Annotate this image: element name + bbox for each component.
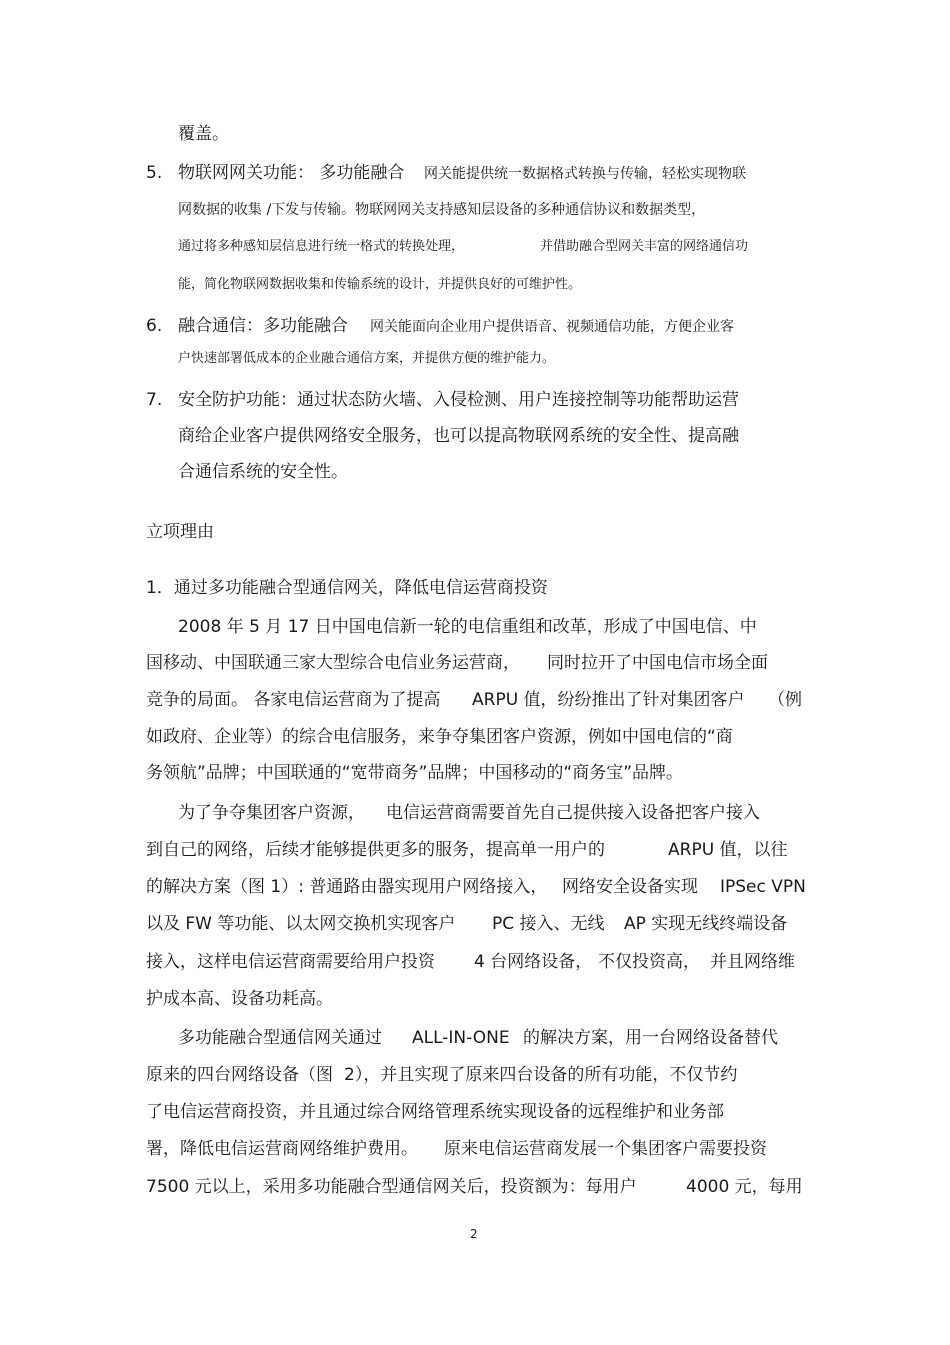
text-line: PC 接入、无线 [492,914,605,934]
text-line: ARPU 值，以往 [668,840,788,860]
text-line: 安全防护功能：通过状态防火墙、入侵检测、用户连接控制等功能帮助运营 [178,390,739,410]
section-title: 立项理由 [146,522,214,542]
list-item-heading: 物联网网关功能： 多功能融合 [178,163,405,183]
text-line: 网关能面向企业用户提供语音、视频通信功能，方便企业客 [370,319,734,335]
text-line: 2008 年 5 月 17 日中国电信新一轮的电信重组和改革，形成了中国电信、中 [178,617,757,637]
text-line: 以及 FW 等功能、以太网交换机实现客户 [146,914,456,934]
text-line: 务领航”品牌；中国联通的“宽带商务”品牌；中国移动的“商务宝”品牌。 [146,763,684,783]
text-line: 为了争夺集团客户资源， [178,803,365,823]
text-line: 到自己的网络，后续才能够提供更多的服务，提高单一用户的 [146,840,605,860]
text-line: 电信运营商需要首先自己提供接入设备把客户接入 [386,803,760,823]
text-line: 原来的四台网络设备（图 [146,1065,333,1085]
text-line: 合通信系统的安全性。 [178,462,348,482]
text-line: 商给企业客户提供网络安全服务，也可以提高物联网系统的安全性、提高融 [178,426,739,446]
text-line: 4000 元，每用 [686,1177,803,1197]
text-line: 通过将多种感知层信息进行统一格式的转换处理， [178,239,465,254]
text-line: 并借助融合型网关丰富的网络通信功 [540,239,749,254]
text-line: 不仅投资高， [598,952,700,972]
text-line: 的解决方案，用一台网络设备替代 [523,1028,778,1048]
text-line: 竞争的局面。 各家电信运营商为了提高 [146,690,441,710]
text-line: 国移动、中国联通三家大型综合电信业务运营商， [146,653,520,673]
text-line: 网络安全设备实现 [562,877,698,897]
text-line: 2），并且实现了原来四台设备的所有功能，不仅节约 [344,1065,738,1085]
text-line: 如政府、企业等）的综合电信服务，来争夺集团客户资源，例如中国电信的“商 [146,727,733,747]
text-line: ARPU 值，纷纷推出了针对集团客户 [472,690,745,710]
list-item-heading: 融合通信：多功能融合 [178,316,348,336]
text-line: 同时拉开了中国电信市场全面 [547,653,768,673]
text-line: 覆盖。 [178,124,229,144]
list-number: 5. [146,163,163,183]
text-line: 能，简化物联网数据收集和传输系统的设计，并提供良好的可维护性。 [178,277,582,292]
text-line: 多功能融合型通信网关通过 [178,1028,382,1048]
text-line: 7500 元以上，采用多功能融合型通信网关后，投资额为：每用户 [146,1177,637,1197]
list-number: 6. [146,316,163,336]
text-line: 网数据的收集 /下发与传输。物联网网关支持感知层设备的多种通信协议和数据类型， [178,202,706,218]
text-line: ALL-IN-ONE [412,1028,510,1048]
text-line: 户快速部署低成本的企业融合通信方案，并提供方便的维护能力。 [178,351,556,366]
text-line: 接入，这样电信运营商需要给用户投资 [146,952,435,972]
text-line: 护成本高、设备功耗高。 [146,989,333,1009]
text-line: 并且网络维 [710,952,795,972]
text-line: 的解决方案（图 1）: 普通路由器实现用户网络接入， [146,877,548,897]
page-number: 2 [470,1227,478,1241]
list-number: 7. [146,390,163,410]
text-line: （例 [768,690,802,710]
text-line: 署，降低电信运营商网络维护费用。 [146,1139,418,1159]
text-line: IPSec VPN [720,877,806,897]
text-line: 网关能提供统一数据格式转换与传输，轻松实现物联 [424,166,746,182]
text-line: 4 台网络设备， [474,952,593,972]
subsection-title: 1．通过多功能融合型通信网关，降低电信运营商投资 [146,578,548,598]
text-line: 了电信运营商投资，并且通过综合网络管理系统实现设备的远程维护和业务部 [146,1102,724,1122]
text-line: AP 实现无线终端设备 [624,914,788,934]
text-line: 原来电信运营商发展一个集团客户需要投资 [444,1139,767,1159]
